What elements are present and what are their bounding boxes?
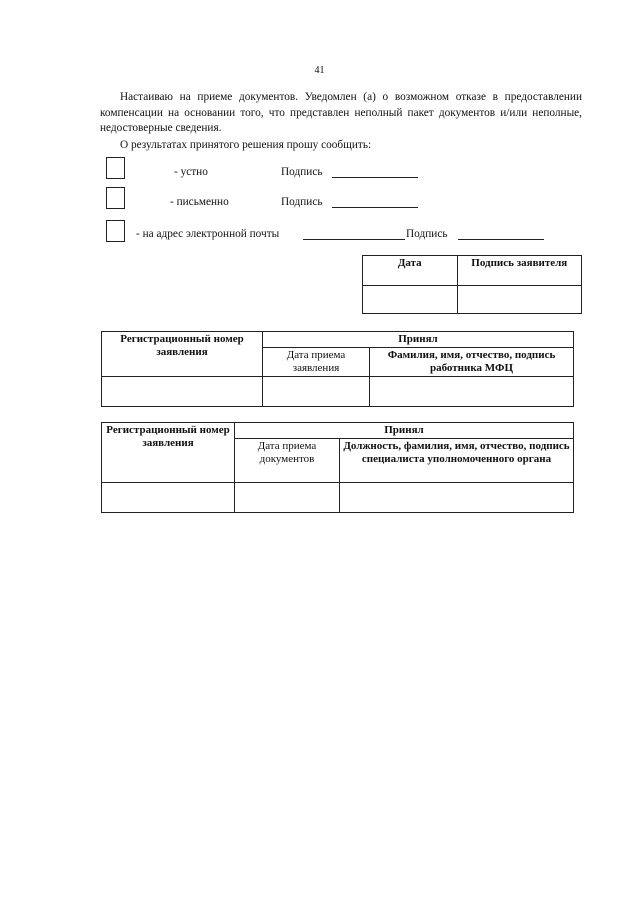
- option-oral-row: [106, 157, 436, 179]
- page-number: 41: [314, 65, 325, 76]
- email-signature-label: Подпись: [406, 228, 448, 240]
- statement-paragraph: Настаиваю на приеме документов. Уведомлен (а) о возможном отказе в предоставлении компенсации на основании того, что представлен неполный пакет документов и/или неполные, недостоверные сведения.: [100, 91, 582, 134]
- authority-reg-number-cell[interactable]: [102, 483, 235, 513]
- notification-prompt: О результатах принятого решения прошу сообщить:: [120, 139, 372, 151]
- mfc-accepted-header: Принял: [263, 332, 574, 348]
- date-signature-table: [362, 255, 582, 314]
- mfc-date-cell[interactable]: [263, 377, 370, 407]
- mfc-date-header: Дата приема заявления: [263, 348, 370, 377]
- mfc-registration-table: [101, 331, 574, 407]
- mfc-reg-number-cell[interactable]: [102, 377, 263, 407]
- email-label: - на адрес электронной почты: [136, 228, 280, 240]
- authority-specialist-header: Должность, фамилия, имя, отчество, подпись специалиста уполномоченного органа: [340, 439, 574, 483]
- authority-registration-table: [101, 422, 574, 513]
- option-email-row: [106, 220, 546, 242]
- mfc-reg-number-header: Регистрационный номер заявления: [102, 332, 263, 377]
- written-signature-line[interactable]: [332, 197, 418, 208]
- written-checkbox[interactable]: [106, 187, 125, 209]
- oral-checkbox[interactable]: [106, 157, 125, 179]
- oral-signature-line[interactable]: [332, 167, 418, 178]
- email-address-line[interactable]: [303, 229, 405, 240]
- oral-label: - устно: [174, 166, 208, 178]
- authority-date-header: Дата приема документов: [235, 439, 340, 483]
- option-written-row: [106, 187, 436, 209]
- written-signature-label: Подпись: [281, 196, 323, 208]
- authority-specialist-cell[interactable]: [340, 483, 574, 513]
- applicant-signature-cell[interactable]: [457, 286, 581, 314]
- applicant-signature-header: Подпись заявителя: [457, 256, 581, 286]
- mfc-employee-cell[interactable]: [370, 377, 574, 407]
- date-cell[interactable]: [363, 286, 458, 314]
- date-header: Дата: [363, 256, 458, 286]
- authority-accepted-header: Принял: [235, 423, 574, 439]
- email-signature-line[interactable]: [458, 229, 544, 240]
- oral-signature-label: Подпись: [281, 166, 323, 178]
- mfc-employee-header: Фамилия, имя, отчество, подпись работника МФЦ: [370, 348, 574, 377]
- authority-date-cell[interactable]: [235, 483, 340, 513]
- email-checkbox[interactable]: [106, 220, 125, 242]
- authority-reg-number-header: Регистрационный номер заявления: [102, 423, 235, 483]
- written-label: - письменно: [170, 196, 229, 208]
